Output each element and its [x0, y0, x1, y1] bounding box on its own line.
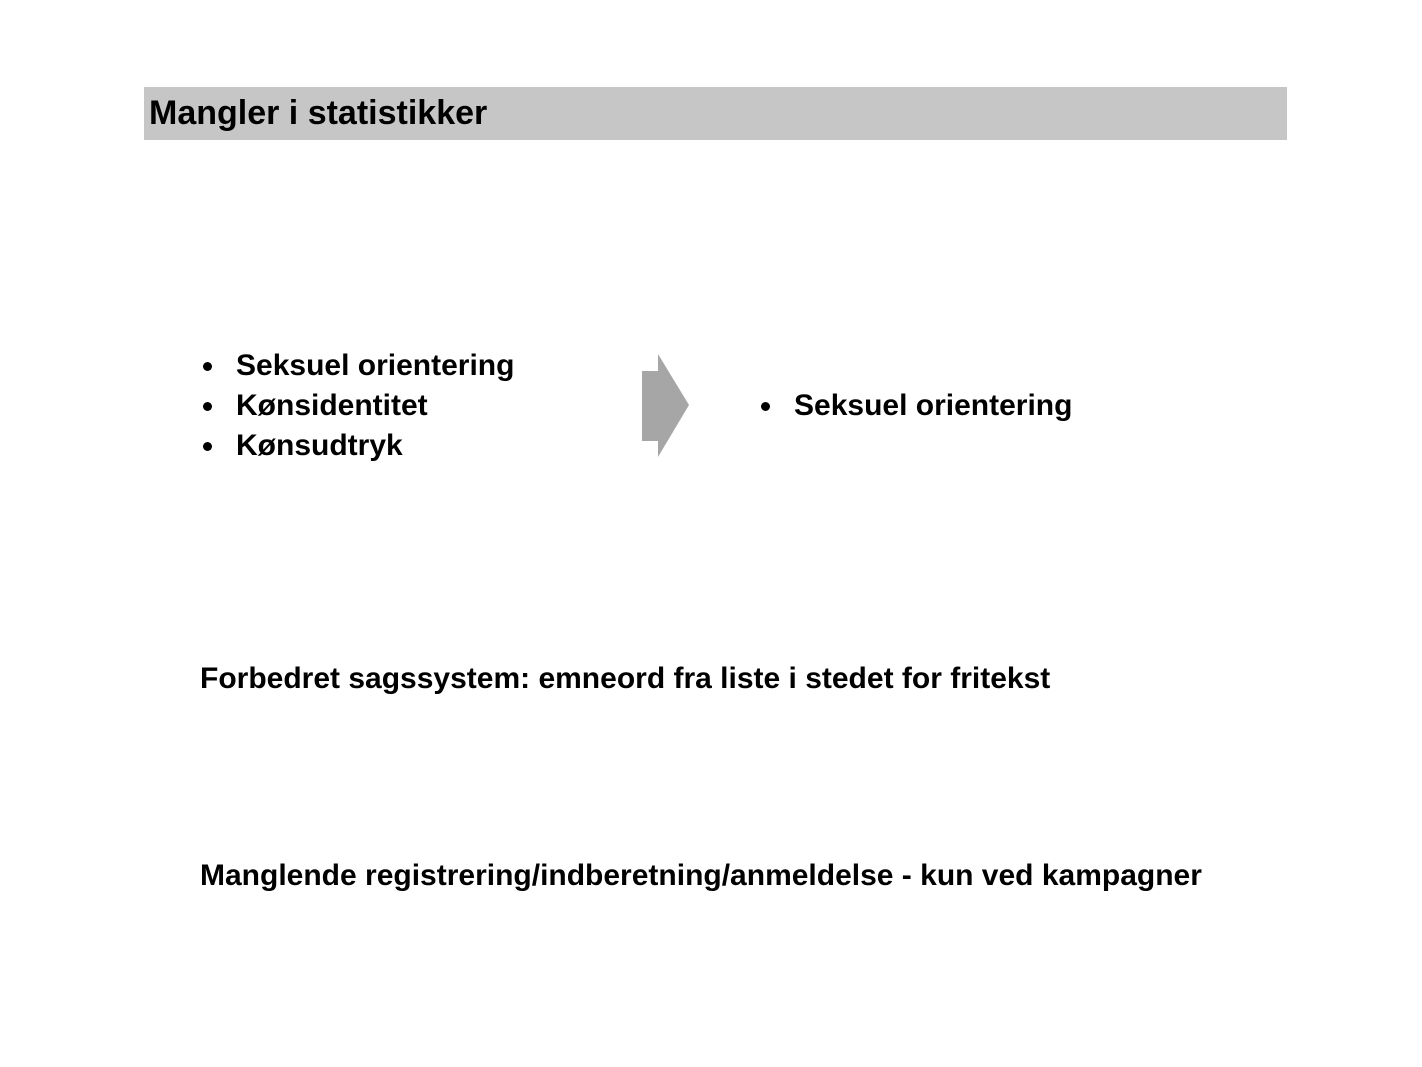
- statement-case-system: Forbedret sagssystem: emneord fra liste i stedet for fritekst: [200, 662, 1051, 695]
- arrow-shape: [642, 354, 689, 457]
- slide-title: Mangler i statistikker: [149, 94, 488, 132]
- before-list-item: Kønsudtryk: [200, 426, 514, 466]
- title-bar: [144, 87, 1287, 140]
- right-arrow-icon: [642, 354, 689, 457]
- after-list: [758, 386, 1072, 426]
- statement-missing-registration: Manglende registrering/indberetning/anmeldelse - kun ved kampagner: [200, 859, 1202, 892]
- before-list-item: Kønsidentitet: [200, 386, 514, 426]
- after-list-item: Seksuel orientering: [758, 386, 1072, 426]
- before-list: [200, 346, 514, 466]
- before-list-item: Seksuel orientering: [200, 346, 514, 386]
